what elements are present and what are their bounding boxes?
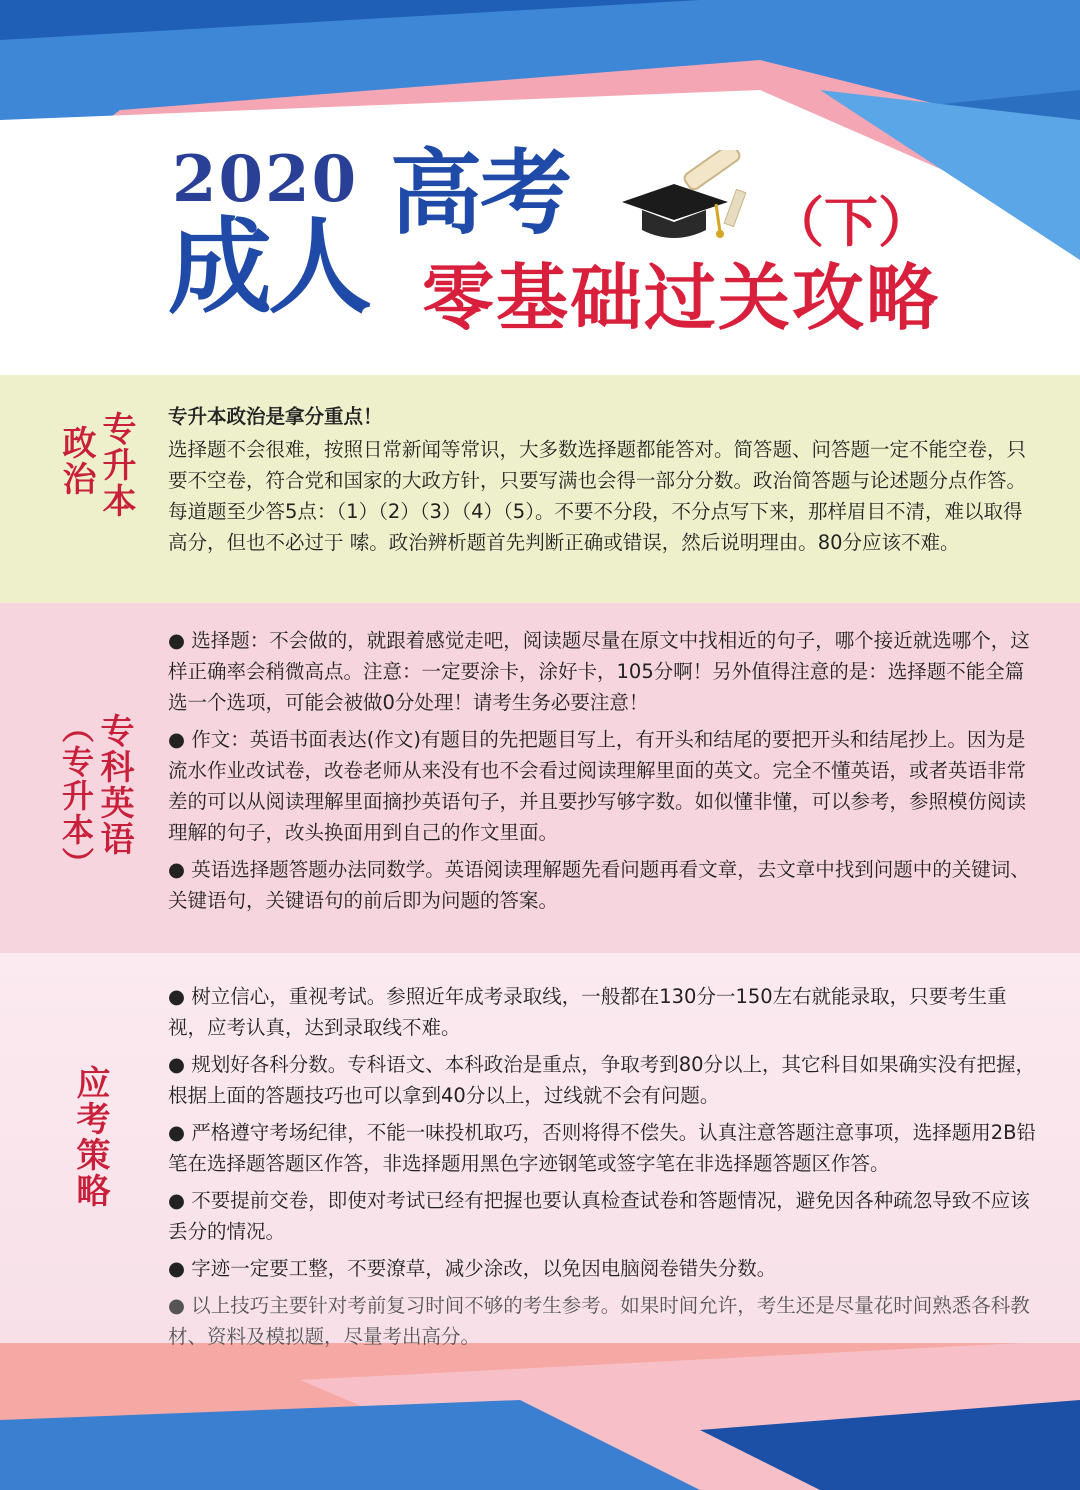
label-english: 专科英语 [94,713,134,857]
english-content [168,625,1040,916]
label-strategy: 应考策略 [70,1065,110,1209]
list-item: ● 英语选择题答题办法同数学。英语阅读理解题先看问题再看文章，去文章中找到问题中的关键词、关键语句，关键语句的前后即为问题的答案。 [168,854,1040,916]
label-upgrade-paren: （专升本） [57,711,95,881]
list-item: ● 树立信心，重视考试。参照近年成考录取线，一般都在130分一150左右就能录取，只要考生重视，应考认真，达到录取线不难。 [168,981,1040,1043]
list-item: ● 选择题：不会做的，就跟着感觉走吧，阅读题尽量在原文中找相近的句子，哪个接近就选哪个，这样正确率会稍微高点。注意：一定要涂卡，涂好卡，105分啊！另外值得注意的是：选择题不能全篇选一个选项，可能会被做0分处理！请考生务必要注意！ [168,625,1040,718]
title-subtitle: 零基础过关攻略 [422,255,941,340]
graduation-cap-icon [612,150,762,250]
title-banner [0,0,1080,375]
list-item: ● 以上技巧主要针对考前复习时间不够的考生参考。如果时间允许，考生还是尽量花时间熟悉各科教材、资料及模拟题，尽量考出高分。 [168,1290,1040,1352]
politics-lead: 专升本政治是拿分重点！ [168,405,383,428]
label-politics: 政治 [56,425,96,497]
title-part-marker: （下） [770,191,932,254]
section-english [0,603,1080,953]
list-item: ● 严格遵守考场纪律，不能一味投机取巧，否则将得不偿失。认真注意答题注意事项，选择题用2B铅笔在选择题答题区作答，非选择题用黑色字迹钢笔或签字笔在非选择题答题区作答。 [168,1117,1040,1179]
label-upgrade: 专升本 [96,411,136,519]
title-gaokao: 高考 [390,140,571,247]
list-item: ● 规划好各科分数。专科语文、本科政治是重点，争取考到80分以上，其它科目如果确实没有把握，根据上面的答题技巧也可以拿到40分以上，过线就不会有问题。 [168,1049,1040,1111]
section-strategy [0,953,1080,1348]
strategy-content [168,981,1040,1352]
title-adult: 成人 [168,206,369,328]
list-item: ● 作文：英语书面表达(作文)有题目的先把题目写上，有开头和结尾的要把开头和结尾抄上。因为是流水作业改试卷，改卷老师从来没有也不会看过阅读理解里面的英文。完全不懂英语，或者英语非常差的可以从阅读理解里面摘抄英语句子，并且要抄写够字数。如似懂非懂，可以参考，参照模仿阅读理解的句子，改头换面用到自己的作文里面。 [168,724,1040,848]
list-item: ● 不要提前交卷，即使对考试已经有把握也要认真检查试卷和答题情况，避免因各种疏忽导致不应该丢分的情况。 [168,1185,1040,1247]
politics-body: 选择题不会很难，按照日常新闻等常识，大多数选择题都能答对。简答题、问答题一定不能空卷，只要不空卷，符合党和国家的大政方针，只要写满也会得一部分分数。政治简答题与论述题分点作答。每道题至少答5点：（1）（2）（3）（4）（5）。不要不分段，不分点写下来，那样眉目不清，难以取得高分，但也不必过于 嗦。政治辨析题首先判断正确或错误，然后说明理由。80分应该不难。 [168,438,1027,554]
section-politics [0,375,1080,603]
list-item: ● 字迹一定要工整，不要潦草，减少涂改，以免因电脑阅卷错失分数。 [168,1253,1040,1284]
politics-content [168,401,1040,558]
title-year: 2020 [172,142,359,217]
